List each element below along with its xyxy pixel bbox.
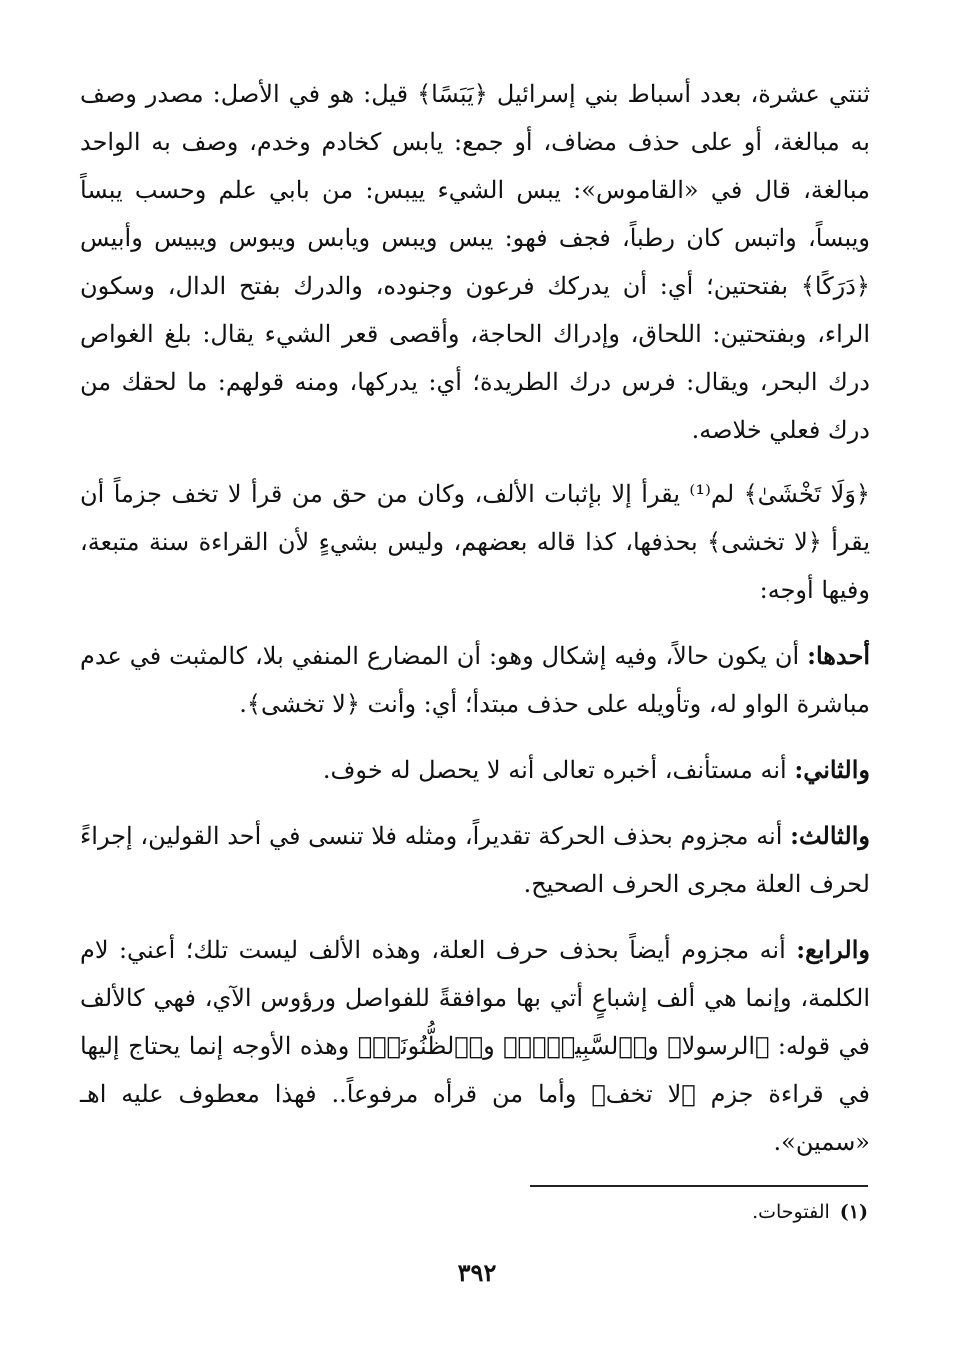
paragraph-1-text: ثنتي عشرة، بعدد أسباط بني إسرائيل ﴿يَبَسًا﴾ قيل: هو في الأصل: مصدر وصف به مبالغة، أو على حذف مضاف، أو جمع: يابس كخادم وخدم، وصف به الواحد مبالغة، قال في «القاموس»: يبس الشيء ييبس: من بابي علم وحسب يبساً ويبساً، واتبس كان رطباً، فجف فهو: يبس ويبس ويابس ويبوس ويبيس وأبيس ﴿دَرَكًا﴾ بفتحتين؛ أي: أن يدركك فرعون وجنوده، والدرك بفتح الدال، وسكون الراء، وبفتحتين: اللحاق، وإدراك الحاجة، وأقصى قعر الشيء يقال: بلغ الغواص درك البحر، ويقال: فرس درك الطريدة؛ أي: يدركها، ومنه قولهم: ما لحقك من درك فعلي خلاصه.	[80, 80, 870, 444]
footnote-text: الفتوحات.	[752, 1201, 830, 1223]
page-number: ٣٩٢	[457, 1258, 497, 1287]
footnote-marker: (١)	[839, 1201, 868, 1223]
paragraph-3	[80, 632, 870, 728]
paragraph-5-text: أنه مجزوم بحذف الحركة تقديراً، ومثله فلا تنسى في أحد القولين، إجراءً لحرف العلة مجرى الحرف الصحيح.	[80, 822, 870, 898]
paragraph-4	[80, 746, 870, 794]
paragraph-5	[80, 812, 870, 908]
footnote	[80, 1196, 868, 1228]
paragraph-1	[80, 70, 870, 454]
paragraph-3-text: أن يكون حالاً، وفيه إشكال وهو: أن المضارع المنفي بلا، كالمثبت في عدم مباشرة الواو له، وتأويله على حذف مبتدأ؛ أي: وأنت ﴿لا تخشى﴾.	[80, 642, 870, 718]
paragraph-4-lead: والثاني:	[794, 755, 870, 784]
page-body	[80, 70, 870, 1184]
paragraph-4-text: أنه مستأنف، أخبره تعالى أنه لا يحصل له خوف.	[322, 756, 795, 784]
paragraph-2-text: ﴿وَلَا تَخْشَىٰ﴾ لم⁽¹⁾ يقرأ إلا بإثبات الألف، وكان من حق من قرأ لا تخف جزماً أن يقرأ ﴿لا تخشى﴾ بحذفها، كذا قاله بعضهم، وليس بشيءٍ لأن القراءة سنة متبعة، وفيها أوجه:	[80, 480, 870, 604]
paragraph-5-lead: والثالث:	[790, 821, 870, 850]
paragraph-6-lead: والرابع:	[796, 935, 870, 964]
paragraph-2	[80, 470, 870, 614]
paragraph-6-text: أنه مجزوم أيضاً بحذف حرف العلة، وهذه الألف ليست تلك؛ أعني: لام الكلمة، وإنما هي ألف إشباعٍ أتي بها موافقةً للفواصل ورؤوس الآي، فهي كالألف في قوله: ﴿الرسولا﴾ و﴿ٱلسَّبِيلَا۠﴾ و﴿ٱلظُّنُونَا۠﴾ وهذه الأوجه إنما يحتاج إليها في قراءة جزم ﴿لا تخف﴾ وأما من قرأه مرفوعاً.. فهذا معطوف عليه اهـ «سمين».	[80, 936, 870, 1156]
paragraph-6	[80, 926, 870, 1166]
paragraph-3-lead: أحدها:	[807, 641, 871, 670]
footnote-separator	[530, 1185, 868, 1187]
